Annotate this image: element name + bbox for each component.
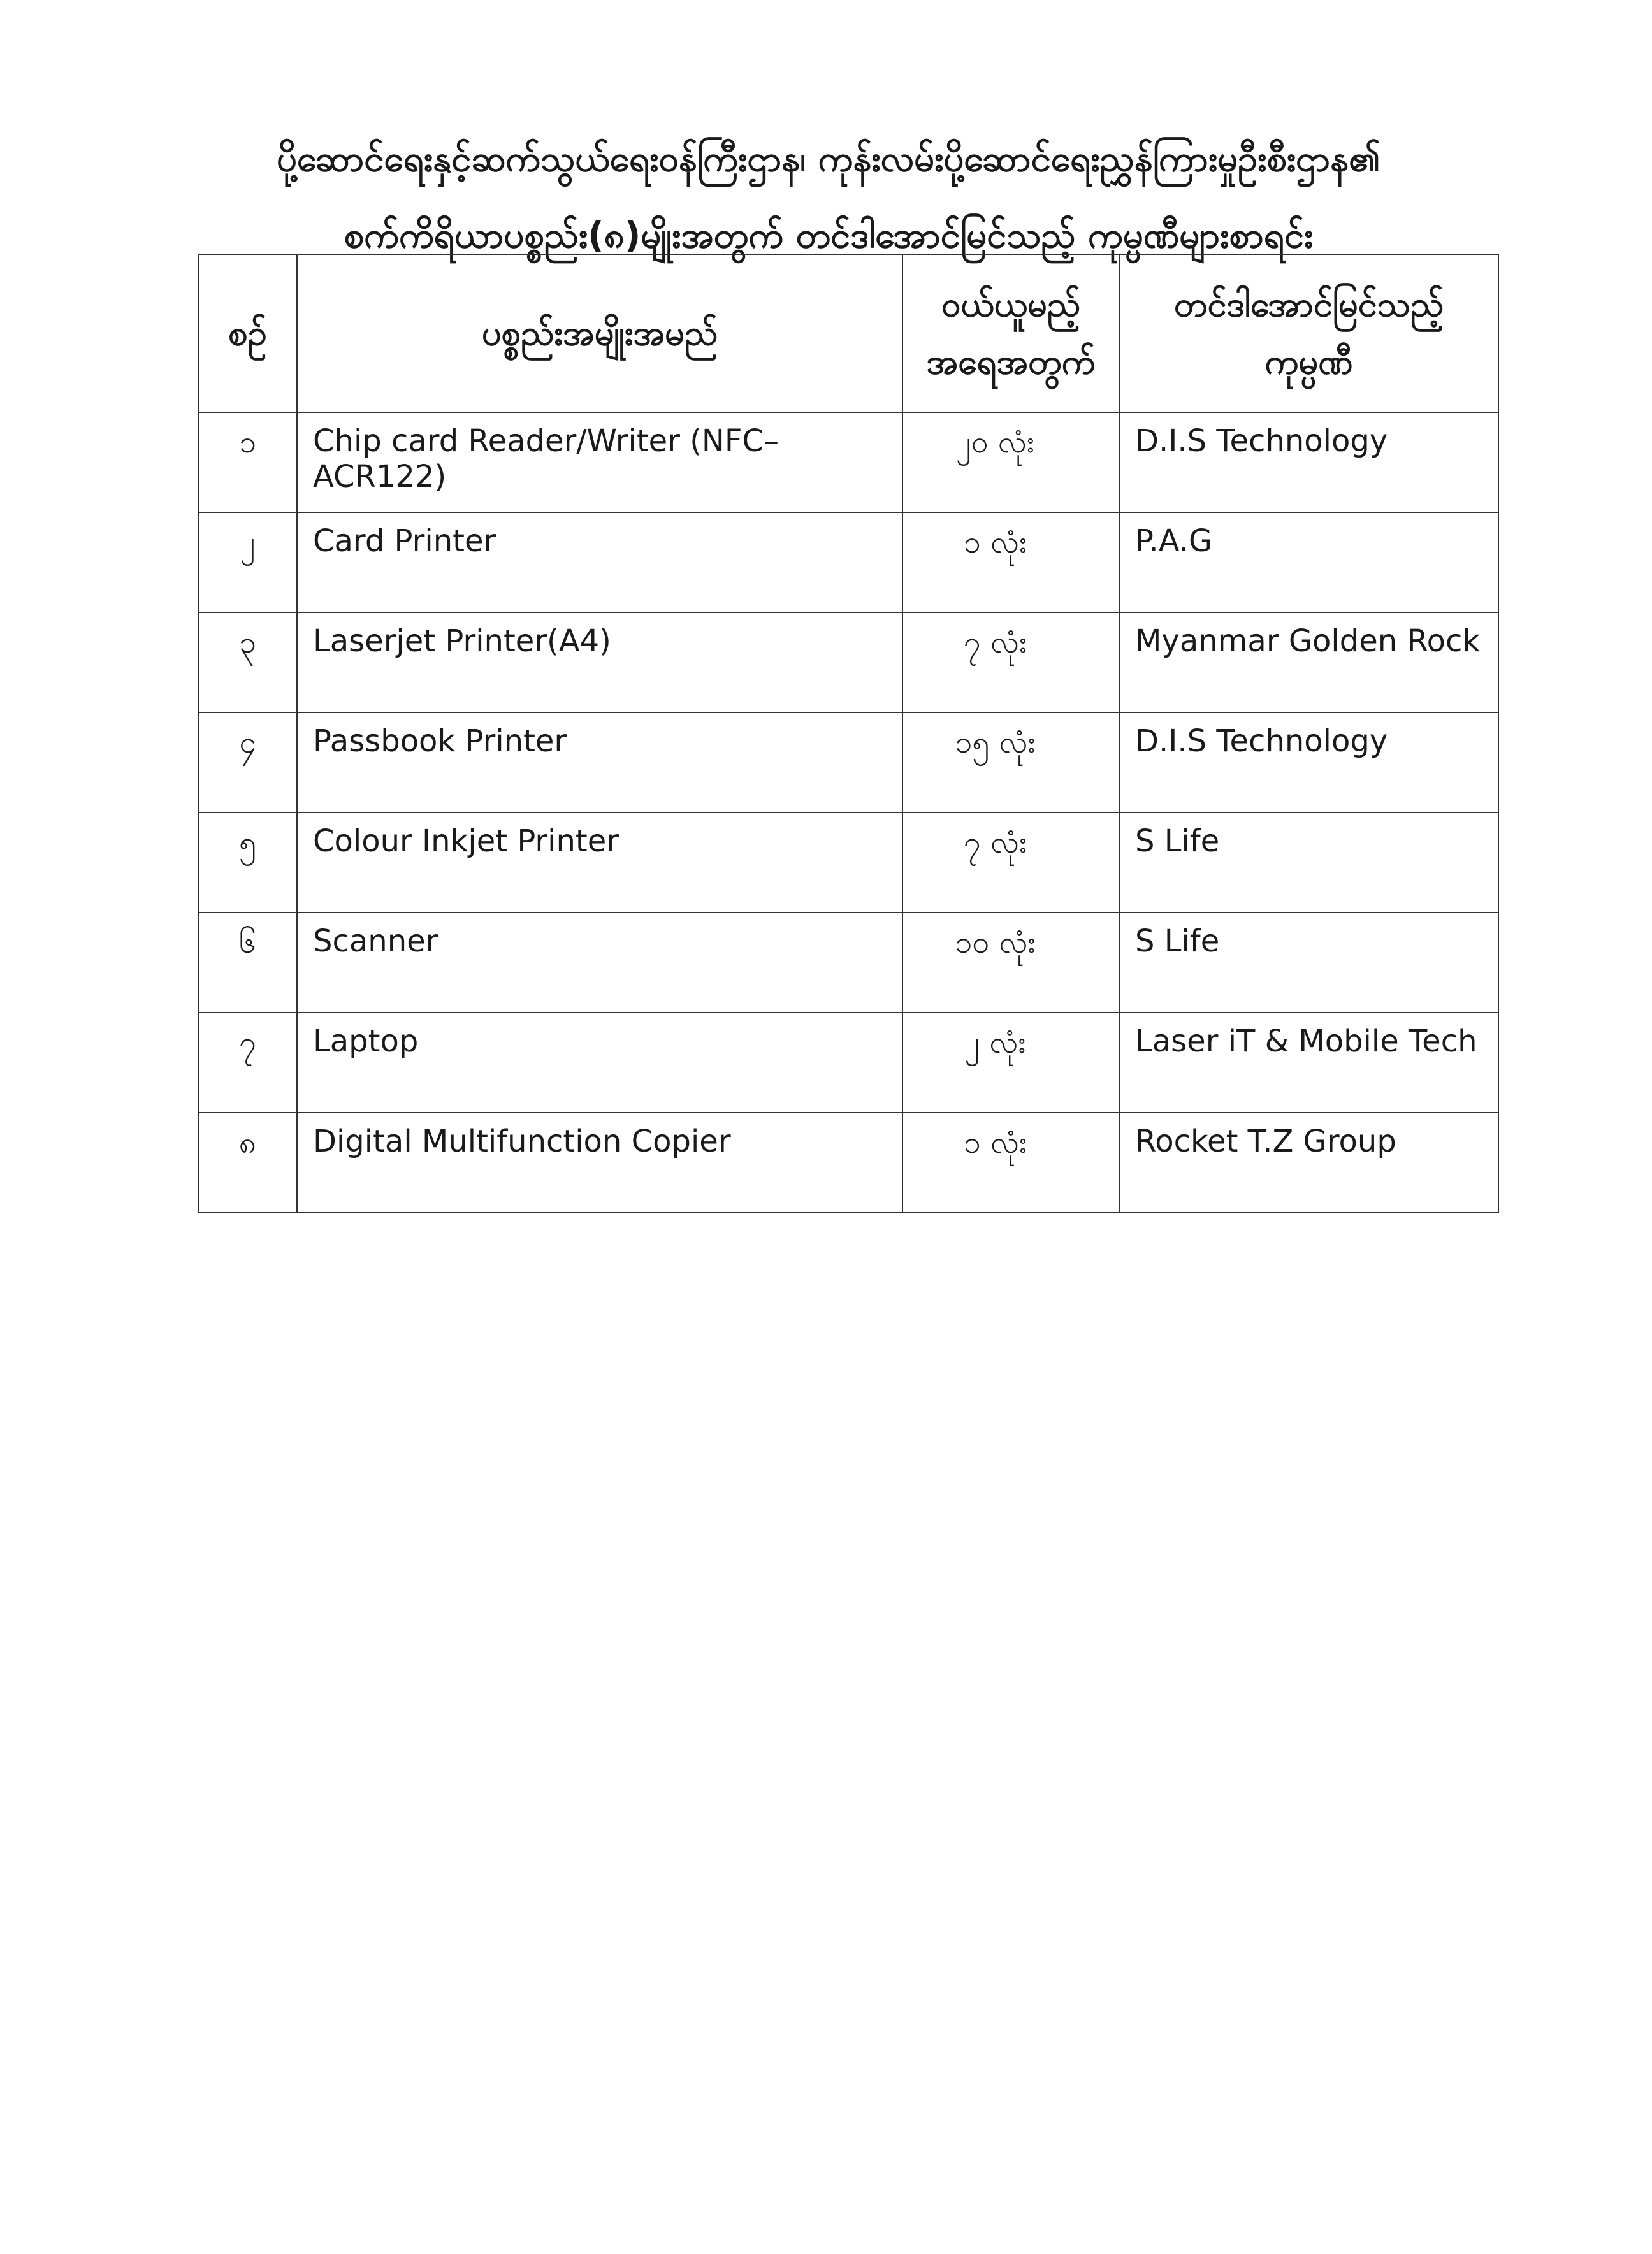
row-company: Laser iT & Mobile Tech bbox=[1119, 1013, 1498, 1113]
header-quantity-line-2: အရေအတွက် bbox=[926, 342, 1096, 382]
row-company: S Life bbox=[1119, 913, 1498, 1013]
row-item-name: Digital Multifunction Copier bbox=[297, 1113, 902, 1213]
table-row bbox=[198, 412, 1498, 512]
row-quantity: ၁၅ လုံး bbox=[902, 712, 1119, 813]
row-item-name: Laserjet Printer(A4) bbox=[297, 612, 902, 712]
row-serial-no: ၂ bbox=[198, 512, 297, 612]
row-item-name: Laptop bbox=[297, 1013, 902, 1113]
table-row bbox=[198, 813, 1498, 913]
row-company: Myanmar Golden Rock bbox=[1119, 612, 1498, 712]
header-quantity-line-1: ဝယ်ယူမည့် bbox=[941, 284, 1081, 324]
row-serial-no: ၇ bbox=[198, 1013, 297, 1113]
row-company: S Life bbox=[1119, 813, 1498, 913]
row-quantity: ၁ လုံး bbox=[902, 512, 1119, 612]
row-serial-no: ၆ bbox=[198, 913, 297, 1013]
table-row bbox=[198, 712, 1498, 813]
header-company-line-2: ကုမ္ပဏီ bbox=[1264, 342, 1353, 382]
table-row bbox=[198, 612, 1498, 712]
row-quantity: ၂ လုံး bbox=[902, 1013, 1119, 1113]
row-quantity: ၂၀ လုံး bbox=[902, 412, 1119, 512]
row-quantity: ၁၀ လုံး bbox=[902, 913, 1119, 1013]
row-serial-no: ၈ bbox=[198, 1113, 297, 1213]
table-row bbox=[198, 512, 1498, 612]
row-serial-no: ၁ bbox=[198, 412, 297, 512]
row-company: P.A.G bbox=[1119, 512, 1498, 612]
title-line-1: ပို့ဆောင်ရေးနှင့်ဆက်သွယ်ရေးဝန်ကြီးဌာန၊ ကုန်းလမ်းပို့ဆောင်ရေးညွှန်ကြားမှုဦးစီးဌာန၏ bbox=[276, 138, 1381, 180]
table-row bbox=[198, 1013, 1498, 1113]
row-serial-no: ၄ bbox=[198, 712, 297, 813]
header-company-line-1: တင်ဒါအောင်မြင်သည့် bbox=[1173, 284, 1444, 324]
document-title bbox=[191, 121, 1466, 274]
tender-results-table bbox=[198, 254, 1499, 1213]
table-header-row bbox=[198, 254, 1498, 412]
row-item-name: Card Printer bbox=[297, 512, 902, 612]
table-row bbox=[198, 913, 1498, 1013]
row-item-name: Passbook Printer bbox=[297, 712, 902, 813]
row-quantity: ၇ လုံး bbox=[902, 612, 1119, 712]
row-serial-no: ၅ bbox=[198, 813, 297, 913]
row-item-name: Colour Inkjet Printer bbox=[297, 813, 902, 913]
header-quantity bbox=[902, 254, 1119, 412]
header-item-name: ပစ္စည်းအမျိုးအမည် bbox=[297, 254, 902, 412]
row-item-name: Scanner bbox=[297, 913, 902, 1013]
row-item-name: Chip card Reader/Writer (NFC–ACR122) bbox=[297, 412, 902, 512]
table-row bbox=[198, 1113, 1498, 1213]
title-line-2: စက်ကိရိယာပစ္စည်း(၈)မျိုးအတွက် တင်ဒါအောင်မြင်သည့် ကုမ္ပဏီများစာရင်း bbox=[344, 215, 1314, 256]
row-company: Rocket T.Z Group bbox=[1119, 1113, 1498, 1213]
header-serial-no: စဉ် bbox=[198, 254, 297, 412]
row-quantity: ၁ လုံး bbox=[902, 1113, 1119, 1213]
row-company: D.I.S Technology bbox=[1119, 412, 1498, 512]
row-quantity: ၇ လုံး bbox=[902, 813, 1119, 913]
row-serial-no: ၃ bbox=[198, 612, 297, 712]
row-company: D.I.S Technology bbox=[1119, 712, 1498, 813]
header-company bbox=[1119, 254, 1498, 412]
